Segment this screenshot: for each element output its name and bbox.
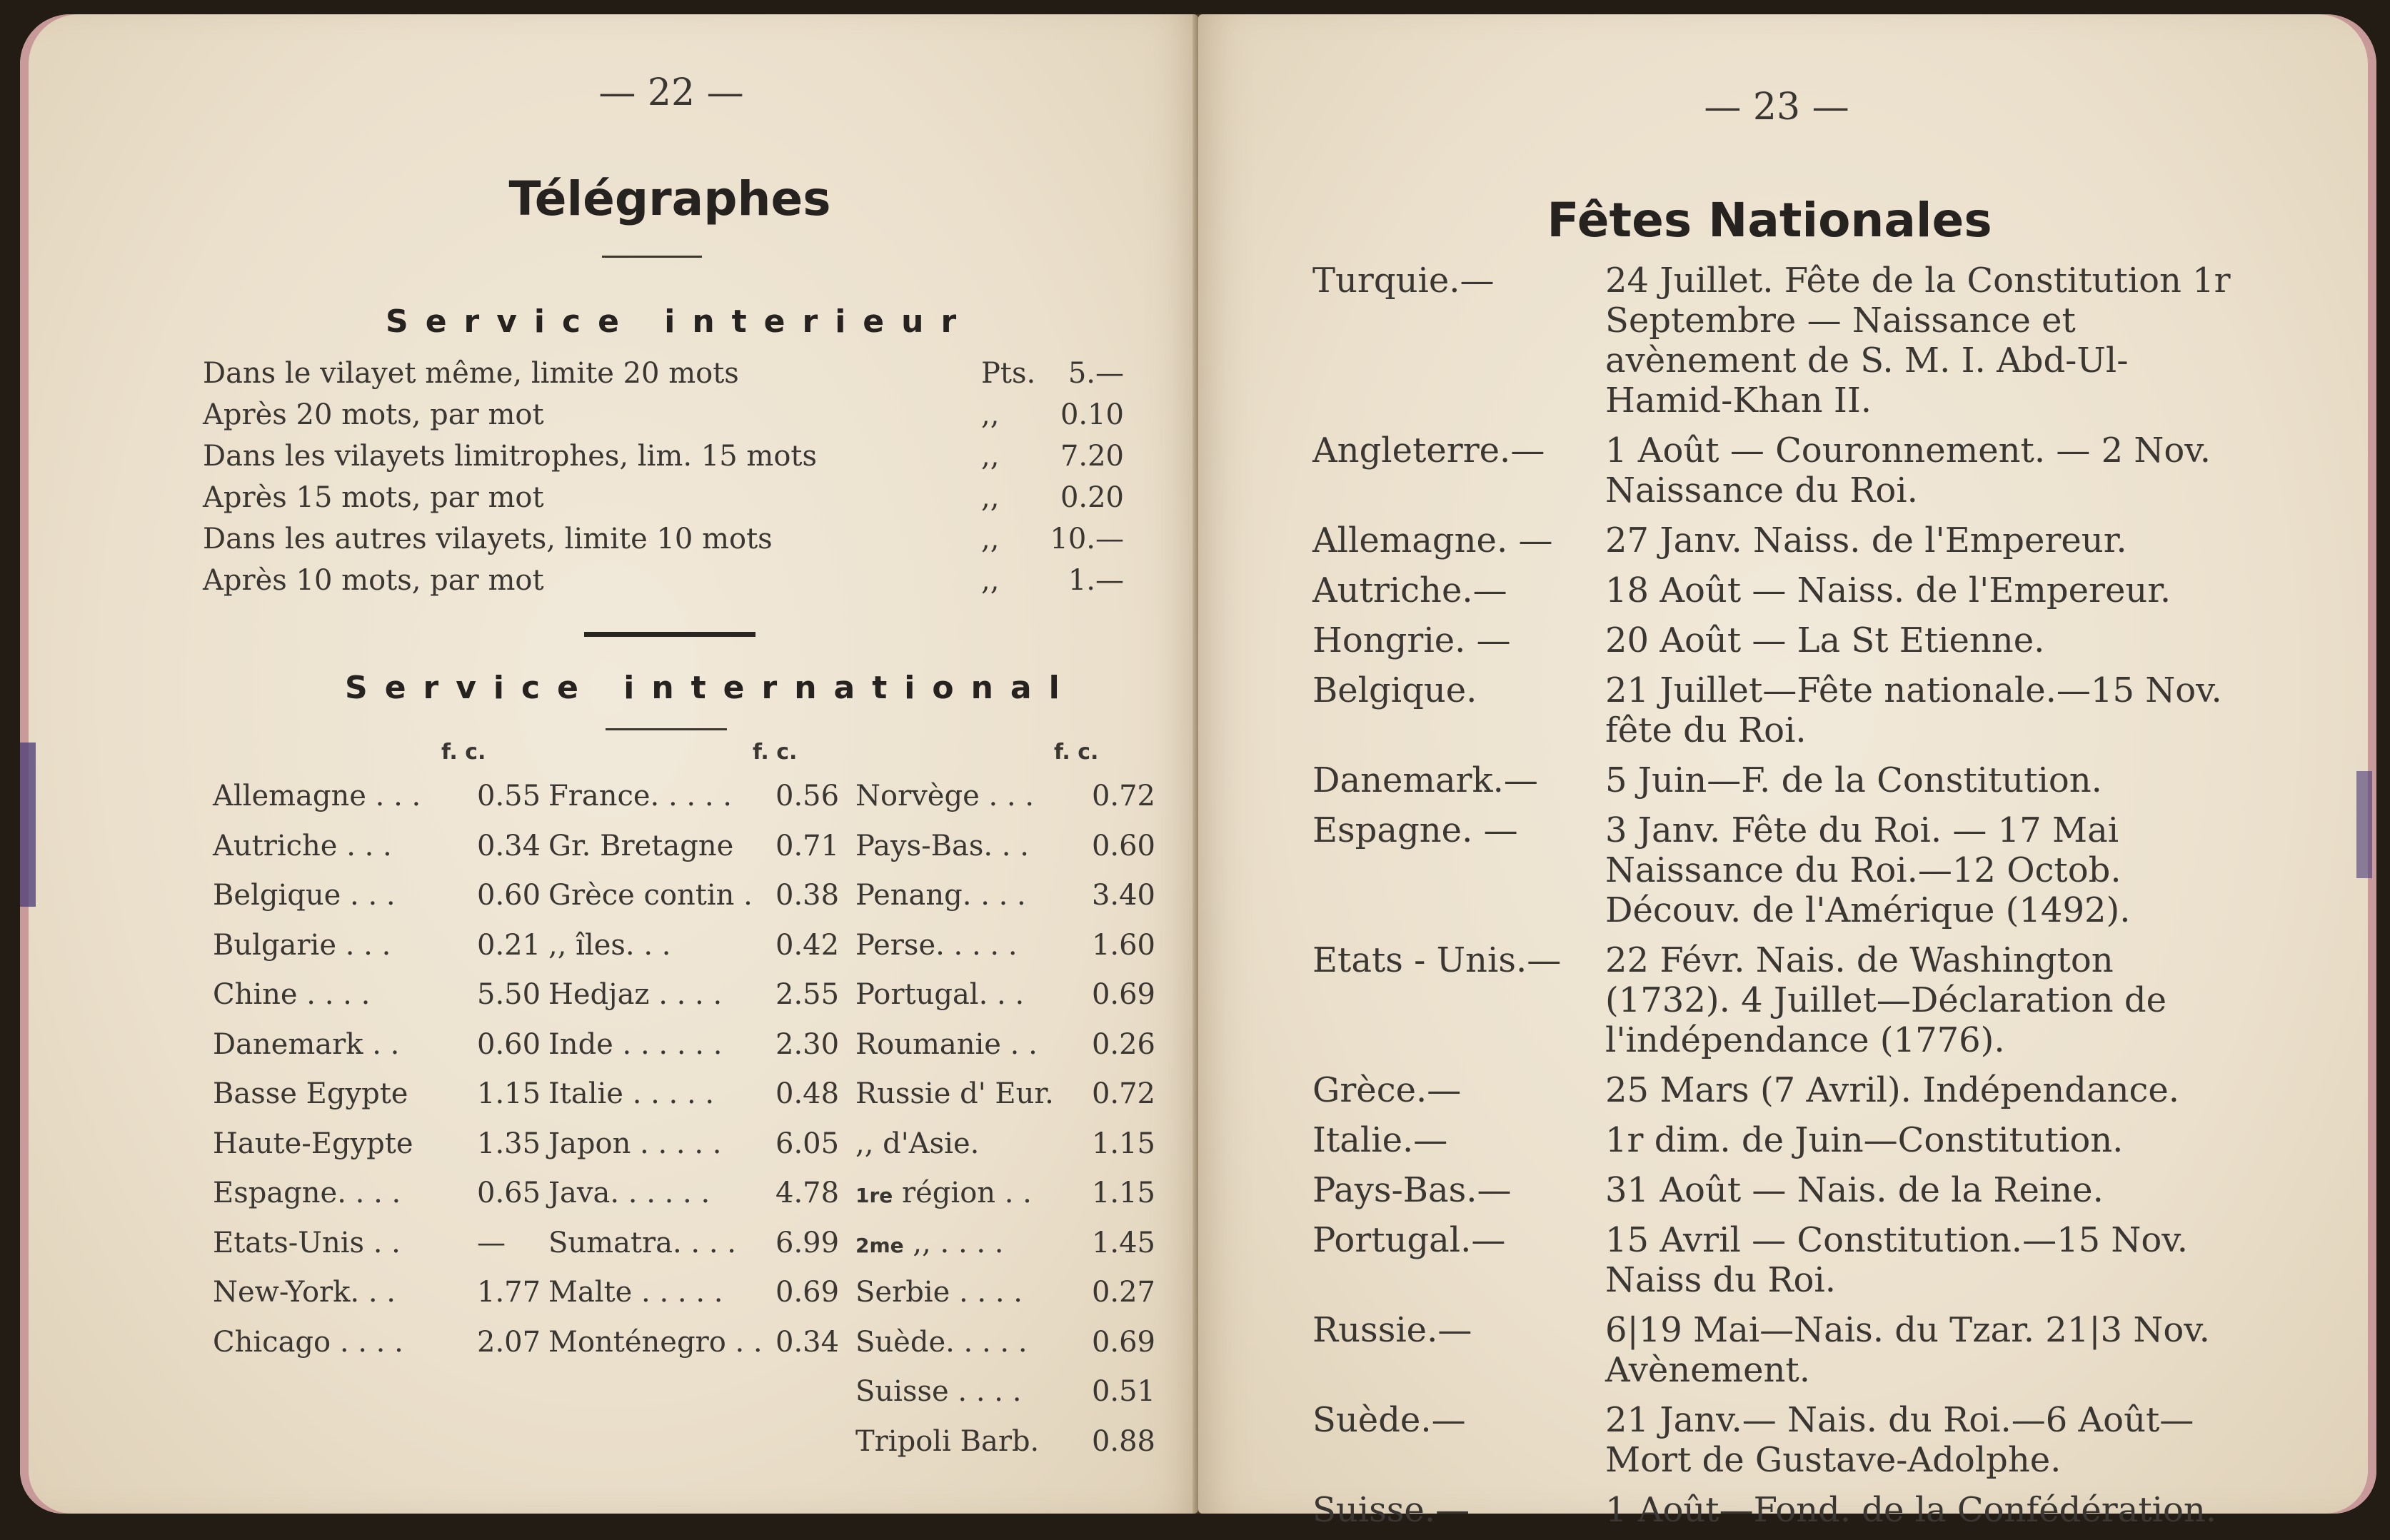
- list-item: Hongrie. — 20 Août — La St Etienne.: [1312, 620, 2045, 660]
- list-item: Angleterre.— 1 Août — Couronnement. — 2 Nov. Naissance du Roi.: [1312, 431, 2211, 510]
- table-row: Haute-Egypte 1.35 Japon . . . . . 6.05 ,, d'Asie. 1.15: [213, 1127, 1155, 1160]
- international-rate-table: [213, 771, 1155, 1466]
- column-header: f. c.: [1054, 740, 1099, 765]
- list-item: Danemark.— 5 Juin—F. de la Constitution.: [1312, 760, 2102, 800]
- left-page: [20, 14, 1198, 1514]
- table-row: Danemark . . 0.60 Inde . . . . . . 2.30 Roumanie . . 0.26: [213, 1027, 1155, 1061]
- table-row: Belgique . . . 0.60 Grèce contin . 0.38 Penang. . . . 3.40: [213, 879, 1155, 912]
- list-item: Allemagne. — 27 Janv. Naiss. de l'Empereur.: [1312, 520, 2127, 560]
- page-title: Fêtes Nationales: [1547, 193, 1992, 248]
- table-row: Basse Egypte 1.15 Italie . . . . . 0.48 Russie d' Eur. 0.72: [213, 1077, 1155, 1110]
- right-page: [1198, 14, 2376, 1530]
- interior-rate-list: [203, 357, 1124, 605]
- list-item: Espagne. — 3 Janv. Fête du Roi. — 17 Mai Naissance du Roi.—12 Octob. Découv. de l'Amérique (1492).: [1312, 810, 2131, 930]
- table-row: Autriche . . . 0.34 Gr. Bretagne 0.71 Pays-Bas. . . 0.60: [213, 829, 1155, 862]
- page-number: — 23 —: [1704, 86, 1849, 129]
- table-row: Allemagne . . . 0.55 France. . . . . 0.56 Norvège . . . 0.72: [213, 780, 1155, 812]
- page-title: Télégraphes: [508, 171, 831, 226]
- list-item: Grèce.— 25 Mars (7 Avril). Indépendance.: [1312, 1070, 2180, 1110]
- list-item: Portugal.— 15 Avril — Constitution.—15 Nov. Naiss du Roi.: [1312, 1220, 2188, 1300]
- page-number: — 22 —: [598, 71, 744, 114]
- list-item: Pays-Bas.— 31 Août — Nais. de la Reine.: [1312, 1170, 2104, 1210]
- title-rule: [602, 256, 702, 258]
- list-item: Après 15 mots, par mot ,, 0.20: [203, 481, 1124, 514]
- table-row: Tripoli Barb. 0.88: [855, 1424, 1155, 1458]
- list-item: Russie.— 6|19 Mai—Nais. du Tzar. 21|3 Nov. Avènement.: [1312, 1310, 2210, 1390]
- ink-stain: [2356, 771, 2372, 878]
- table-row: Espagne. . . . 0.65 Java. . . . . . 4.78 1re région . . 1.15: [213, 1177, 1155, 1209]
- table-row: Suisse . . . . 0.51: [855, 1375, 1155, 1408]
- table-row: Etats-Unis . . — Sumatra. . . . 6.99 2me ,, . . . . 1.45: [213, 1226, 1155, 1259]
- list-item: Turquie.— 24 Juillet. Fête de la Constitution 1r Septembre — Naissance et avènement de S. M. I. Abd-Ul-Hamid-Khan II.: [1312, 261, 2231, 421]
- ink-stain: [20, 743, 36, 907]
- list-item: Après 10 mots, par mot ,, 1.—: [203, 564, 1124, 597]
- list-item: Dans les vilayets limitrophes, lim. 15 mots ,, 7.20: [203, 440, 1124, 473]
- list-item: Belgique. 21 Juillet—Fête nationale.—15 Nov. fête du Roi.: [1312, 670, 2222, 750]
- heading-rule: [606, 728, 727, 730]
- column-header: f. c.: [441, 740, 486, 765]
- table-row: Chine . . . . 5.50 Hedjaz . . . . 2.55 Portugal. . . 0.69: [213, 978, 1155, 1011]
- fetes-list: [1312, 261, 2241, 1540]
- list-item: Dans les autres vilayets, limite 10 mots ,, 10.—: [203, 523, 1124, 555]
- list-item: Après 20 mots, par mot ,, 0.10: [203, 398, 1124, 431]
- table-row: Chicago . . . . 2.07 Monténegro . . 0.34 Suède. . . . . 0.69: [213, 1325, 1155, 1359]
- international-heading: Service international: [345, 670, 1077, 706]
- list-item: Autriche.— 18 Août — Naiss. de l'Empereur.: [1312, 570, 2171, 610]
- section-rule: [584, 632, 755, 637]
- list-item: Italie.— 1r dim. de Juin—Constitution.: [1312, 1120, 2124, 1160]
- column-header: f. c.: [753, 740, 798, 765]
- table-row: New-York. . . 1.77 Malte . . . . . 0.69 Serbie . . . . 0.27: [213, 1276, 1155, 1309]
- list-item: Dans le vilayet même, limite 20 mots Pts. 5.—: [203, 357, 1124, 390]
- table-row: Bulgarie . . . 0.21 ,, îles. . . 0.42 Perse. . . . . 1.60: [213, 928, 1155, 962]
- list-item: Suisse.— 1 Août—Fond. de la Confédération.: [1312, 1490, 2217, 1530]
- list-item: Suède.— 21 Janv.— Nais. du Roi.—6 Août— Mort de Gustave-Adolphe.: [1312, 1400, 2194, 1480]
- list-item: Etats - Unis.— 22 Févr. Nais. de Washington (1732). 4 Juillet—Déclaration de l'indépendance (1776).: [1312, 940, 2166, 1060]
- interior-heading: Service interieur: [386, 303, 974, 340]
